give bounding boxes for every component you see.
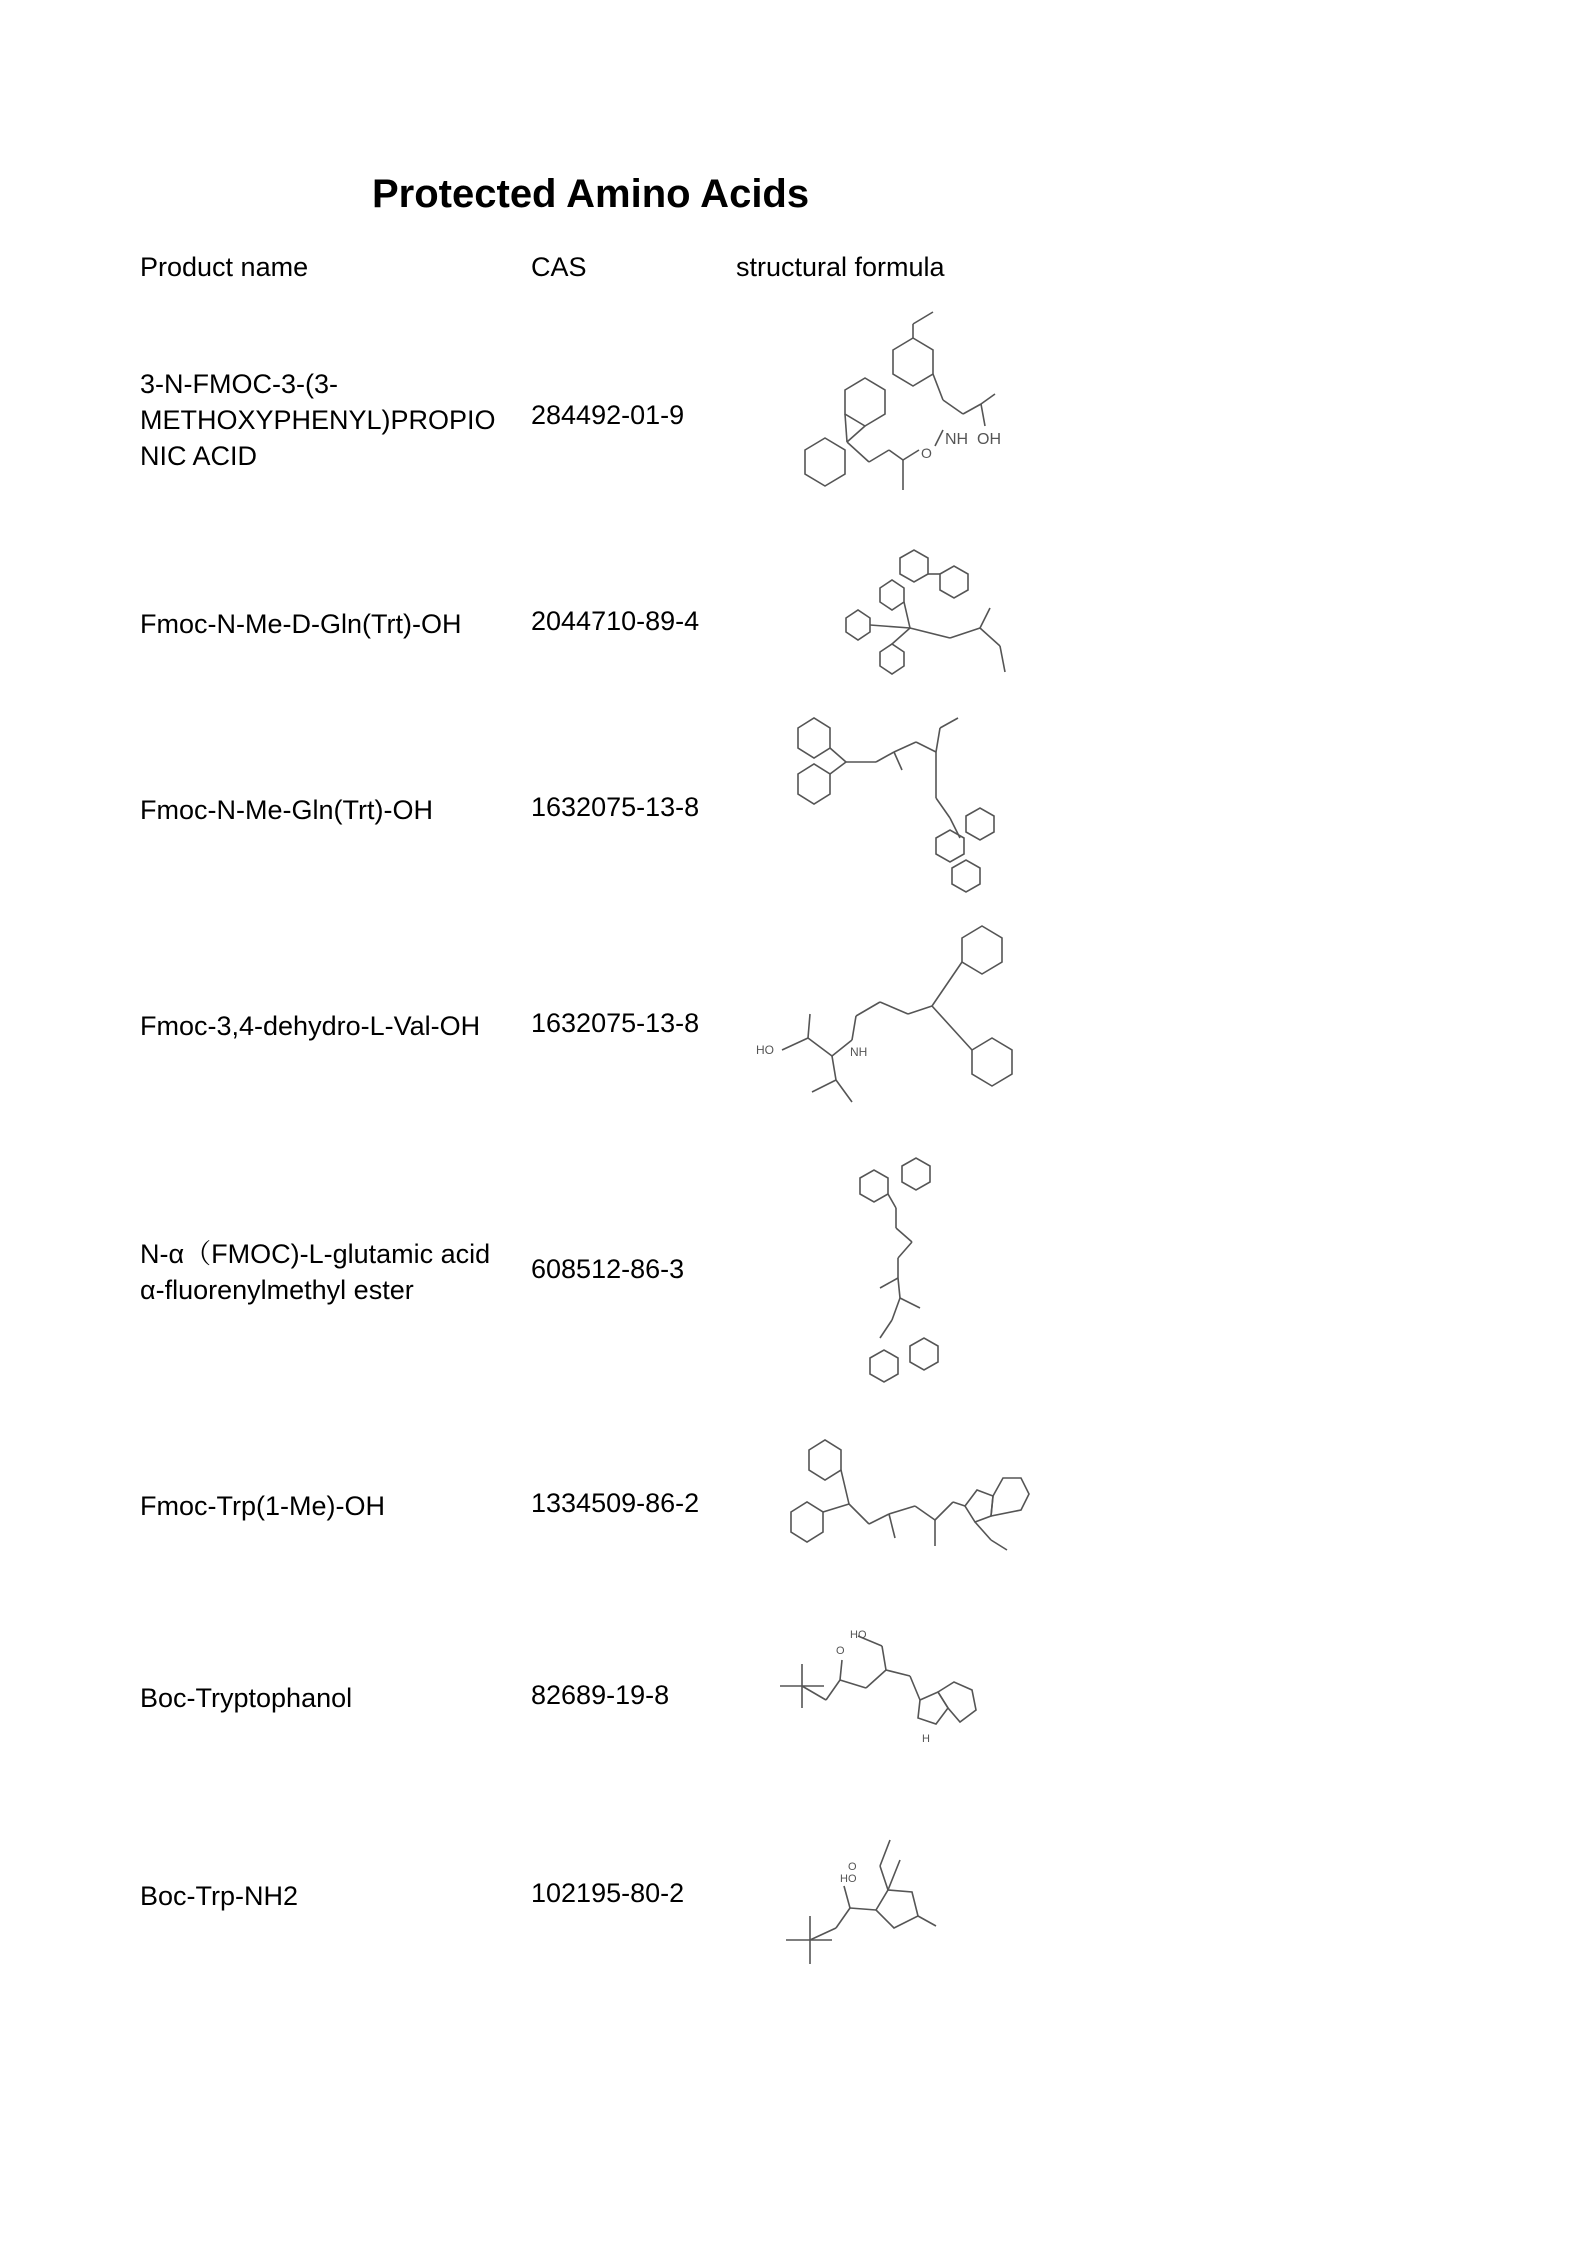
svg-text:O: O (921, 445, 932, 461)
structure-2 (840, 548, 1030, 703)
product-name-4: Fmoc-3,4-dehydro-L-Val-OH (140, 1011, 481, 1041)
product-cas-3: 1632075-13-8 (531, 792, 700, 822)
product-name-6: Fmoc-Trp(1-Me)-OH (140, 1491, 385, 1521)
product-cas-6: 1334509-86-2 (531, 1488, 700, 1518)
structure-5 (850, 1148, 980, 1403)
product-name-1: 3-N-FMOC-3-(3- METHOXYPHENYL)PROPIO NIC ACID (140, 369, 496, 471)
structure-6 (785, 1430, 1045, 1605)
product-name-7: Boc-Tryptophanol (140, 1683, 353, 1713)
header-structural-formula: structural formula (736, 252, 945, 282)
svg-text:OH: OH (977, 431, 1001, 448)
svg-text:O: O (848, 1861, 857, 1873)
svg-text:HO: HO (840, 1873, 857, 1885)
product-cas-5: 608512-86-3 (531, 1254, 685, 1284)
product-cas-4: 1632075-13-8 (531, 1008, 700, 1038)
product-name-5: N-α（FMOC)-L-glutamic acid α-fluorenylmethyl ester (140, 1239, 491, 1305)
structure-7 (770, 1630, 1020, 1785)
product-cas-7: 82689-19-8 (531, 1680, 670, 1710)
structure-3 (790, 708, 1010, 913)
svg-text:HO: HO (756, 1043, 774, 1057)
product-name-8: Boc-Trp-NH2 (140, 1881, 299, 1911)
header-cas: CAS (531, 252, 587, 282)
product-cas-8: 102195-80-2 (531, 1878, 685, 1908)
structure-8 (780, 1830, 980, 1985)
product-name-2: Fmoc-N-Me-D-Gln(Trt)-OH (140, 609, 462, 639)
svg-text:HO: HO (850, 1629, 867, 1641)
structure-1 (785, 330, 1045, 525)
header-product-name: Product name (140, 252, 309, 282)
structure-4 (752, 930, 1042, 1135)
product-cas-1: 284492-01-9 (531, 400, 685, 430)
svg-text:NH: NH (850, 1045, 868, 1059)
svg-text:H: H (922, 1733, 930, 1745)
product-name-3: Fmoc-N-Me-Gln(Trt)-OH (140, 795, 433, 825)
svg-text:NH: NH (945, 431, 969, 448)
svg-text:O: O (836, 1645, 845, 1657)
page-title: Protected Amino Acids (372, 172, 810, 216)
product-cas-2: 2044710-89-4 (531, 606, 700, 636)
